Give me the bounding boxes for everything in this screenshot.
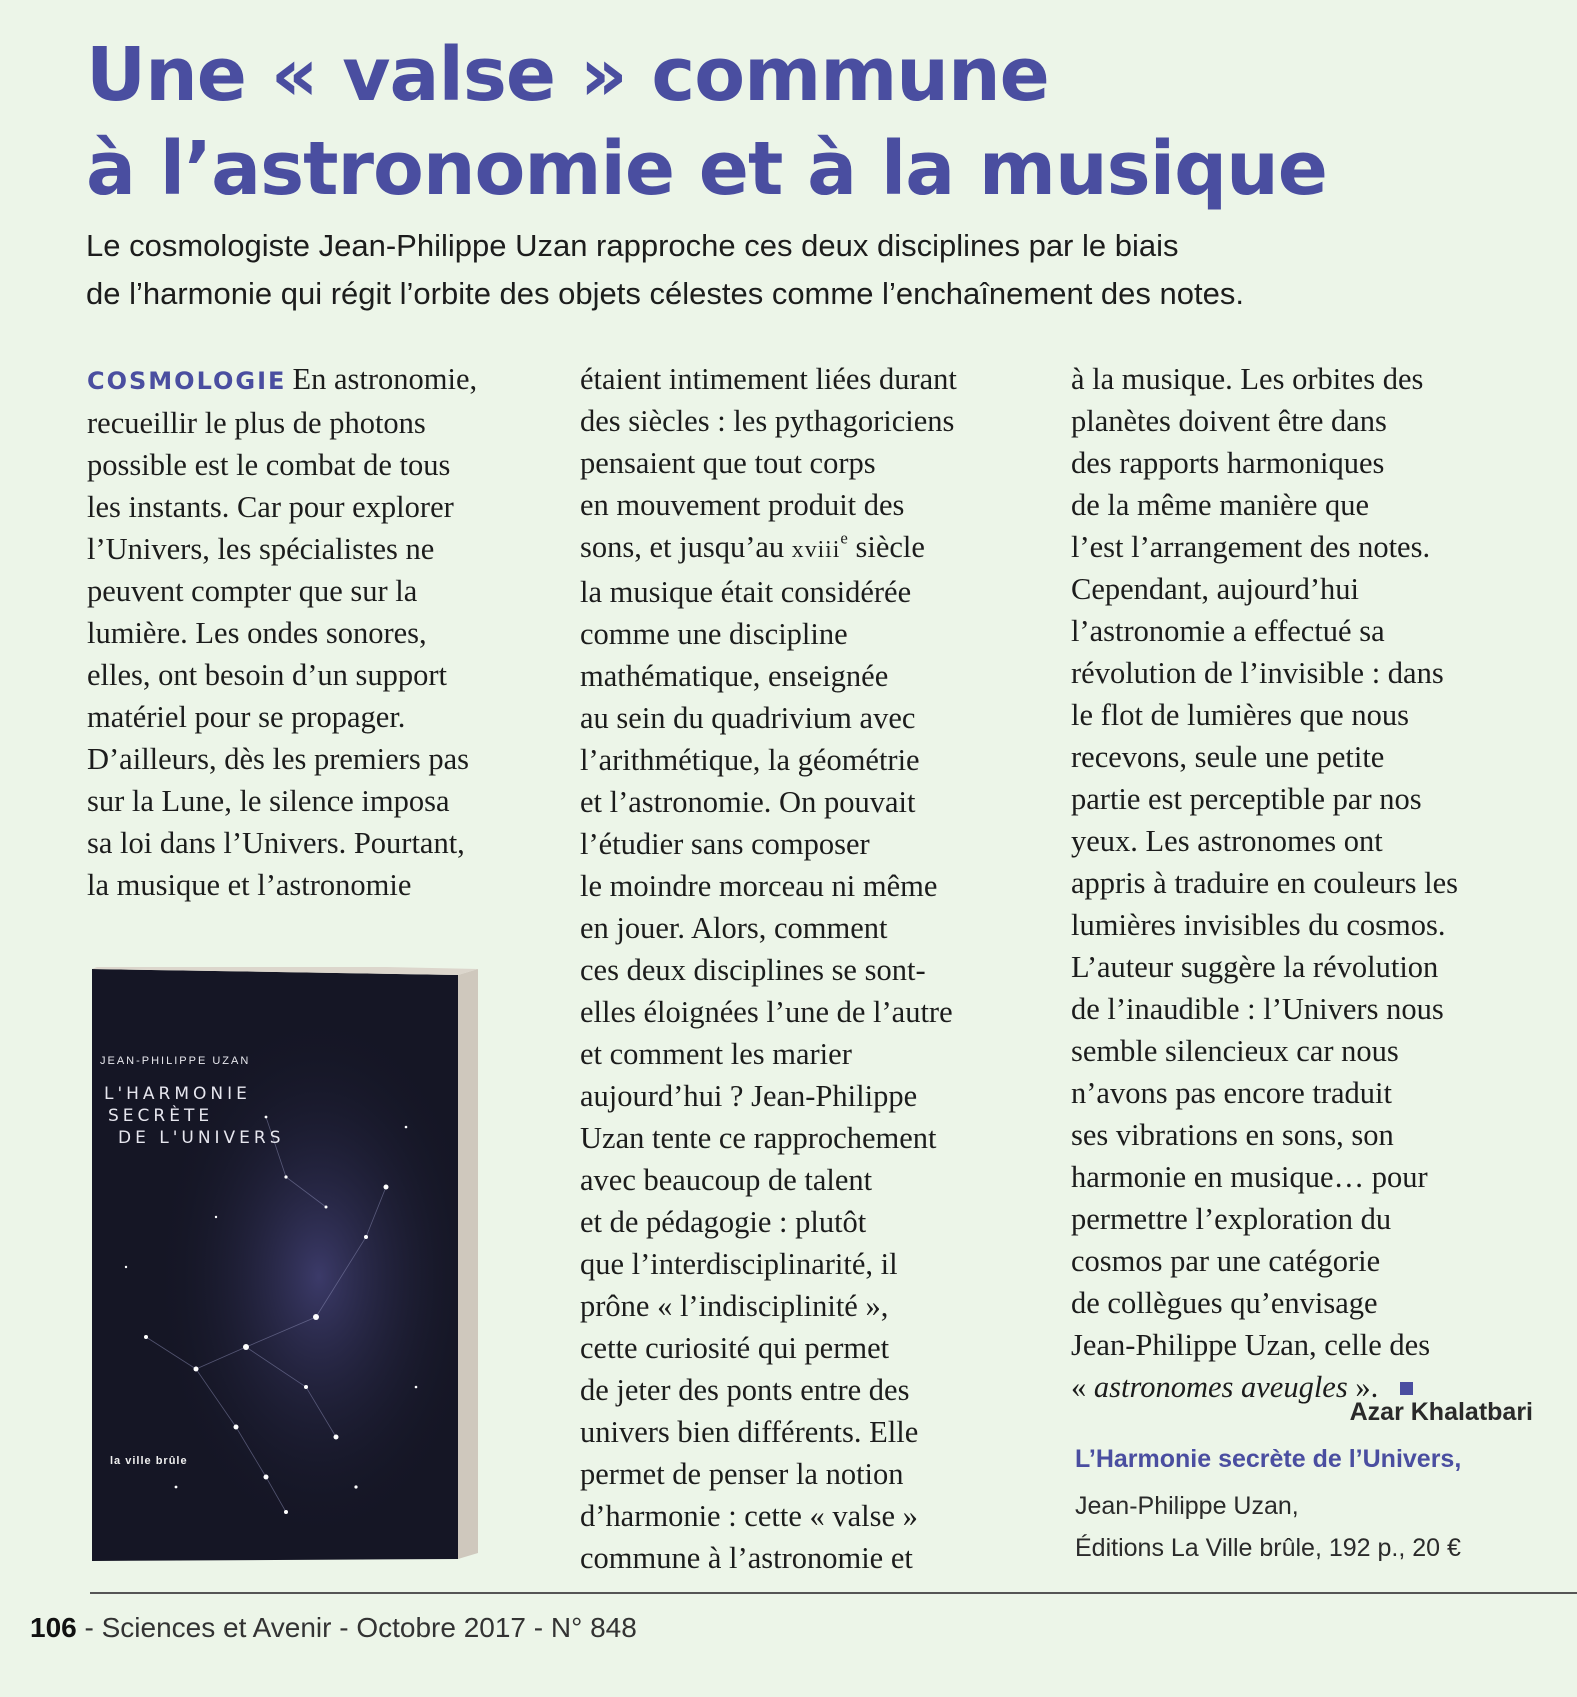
article-line: Uzan tente ce rapprochement — [580, 1121, 937, 1155]
century-numeral: xviii — [791, 537, 841, 563]
footer-text: - Sciences et Avenir - Octobre 2017 - N° 848 — [76, 1612, 637, 1643]
article-line: D’ailleurs, dès les premiers pas — [87, 742, 469, 776]
article-line: avec beaucoup de talent — [580, 1163, 873, 1197]
article-line: comme une discipline — [580, 617, 848, 651]
cover-author: JEAN-PHILIPPE UZAN — [100, 1055, 251, 1067]
article-line: l’astronomie a effectué sa — [1071, 614, 1385, 648]
article-line: les instants. Car pour explorer — [87, 490, 454, 524]
standfirst-line-2: de l’harmonie qui régit l’orbite des objets célestes comme l’enchaînement des notes. — [86, 276, 1244, 311]
article-line: permettre l’exploration du — [1071, 1202, 1392, 1236]
article-line: la musique était considérée — [580, 575, 912, 609]
section-kicker: COSMOLOGIE — [87, 367, 287, 395]
standfirst-line-1: Le cosmologiste Jean-Philippe Uzan rapproche ces deux disciplines par le biais — [86, 228, 1179, 263]
quoted-phrase: astronomes aveugles — [1093, 1370, 1348, 1404]
article-line: l’étudier sans composer — [580, 827, 870, 861]
article-line: yeux. Les astronomes ont — [1071, 824, 1383, 858]
article-line: sons, et jusqu’au xviii$^e$ siècle — [580, 528, 925, 564]
article-line: elles éloignées l’une de l’autre — [580, 995, 953, 1029]
article-line: d’harmonie : cette « valse » — [580, 1499, 918, 1533]
cover-title-line-2: SECRÈTE — [108, 1106, 214, 1126]
article-line: la musique et l’astronomie — [87, 868, 412, 902]
article-line: sa loi dans l’Univers. Pourtant, — [87, 826, 465, 860]
article-line: univers bien différents. Elle — [580, 1415, 919, 1449]
article-line: mathématique, enseignée — [580, 659, 889, 693]
article-line: appris à traduire en couleurs les — [1071, 866, 1459, 900]
page-footer — [30, 1612, 637, 1644]
article-line: sur la Lune, le silence imposa — [87, 784, 450, 818]
article-line: de la même manière que — [1071, 488, 1370, 522]
article-line: de l’inaudible : l’Univers nous — [1071, 992, 1444, 1026]
article-line: cosmos par une catégorie — [1071, 1244, 1381, 1278]
cover-title-line-1: L'HARMONIE — [104, 1084, 251, 1104]
article-line: étaient intimement liées durant — [580, 362, 957, 396]
article-column-2 — [580, 358, 957, 1579]
article-line: de collègues qu’envisage — [1071, 1286, 1378, 1320]
headline — [86, 28, 1327, 216]
article-column-3 — [1071, 358, 1458, 1408]
headline-line-1: Une « valse » commune — [86, 32, 1049, 118]
book-page-edge — [458, 969, 478, 1559]
cover-publisher-logo: la ville brûle — [110, 1455, 188, 1467]
article-line: et comment les marier — [580, 1037, 852, 1071]
book-author: Jean-Philippe Uzan, — [1075, 1492, 1299, 1520]
article-line: permet de penser la notion — [580, 1457, 904, 1491]
article-line: lumière. Les ondes sonores, — [87, 616, 427, 650]
article-line: harmonie en musique… pour — [1071, 1160, 1428, 1194]
article-line: le flot de lumières que nous — [1071, 698, 1409, 732]
article-line: partie est perceptible par nos — [1071, 782, 1422, 816]
article-line: de jeter des ponts entre des — [580, 1373, 910, 1407]
article-line: et de pédagogie : plutôt — [580, 1205, 867, 1239]
book-cover-image — [86, 967, 478, 1567]
article-line: que l’interdisciplinarité, il — [580, 1247, 898, 1281]
article-line: en mouvement produit des — [580, 488, 905, 522]
article-line: le moindre morceau ni même — [580, 869, 938, 903]
article-line: L’auteur suggère la révolution — [1071, 950, 1439, 984]
article-line: l’Univers, les spécialistes ne — [87, 532, 435, 566]
article-line: COSMOLOGIE En astronomie, — [87, 362, 478, 396]
article-line: pensaient que tout corps — [580, 446, 876, 480]
article-line: matériel pour se propager. — [87, 700, 406, 734]
article-line: cette curiosité qui permet — [580, 1331, 890, 1365]
article-line: aujourd’hui ? Jean-Philippe — [580, 1079, 918, 1113]
article-line: en jouer. Alors, comment — [580, 911, 888, 945]
article-line: planètes doivent être dans — [1071, 404, 1387, 438]
article-line: l’arithmétique, la géométrie — [580, 743, 920, 777]
article-author: Azar Khalatbari — [1349, 1398, 1533, 1426]
article-line: commune à l’astronomie et — [580, 1541, 913, 1575]
article-line: ces deux disciplines se sont- — [580, 953, 926, 987]
article-line: prône « l’indisciplinité », — [580, 1289, 889, 1323]
article-line: recevons, seule une petite — [1071, 740, 1385, 774]
headline-line-2: à l’astronomie et à la musique — [86, 126, 1327, 212]
article-line: à la musique. Les orbites des — [1071, 362, 1424, 396]
book-title: L’Harmonie secrète de l’Univers, — [1075, 1445, 1462, 1473]
article-line: l’est l’arrangement des notes. — [1071, 530, 1431, 564]
article-line: révolution de l’invisible : dans — [1071, 656, 1444, 690]
standfirst — [86, 222, 1244, 318]
article-line: lumières invisibles du cosmos. — [1071, 908, 1446, 942]
article-line: Jean-Philippe Uzan, celle des — [1071, 1328, 1431, 1362]
article-line: Cependant, aujourd’hui — [1071, 572, 1359, 606]
century-suffix: e — [840, 528, 848, 548]
article-line: et l’astronomie. On pouvait — [580, 785, 916, 819]
article-line: semble silencieux car nous — [1071, 1034, 1399, 1068]
article-line: des rapports harmoniques — [1071, 446, 1385, 480]
article-line: « astronomes aveugles ». — [1071, 1366, 1458, 1408]
article-column-1 — [87, 358, 477, 906]
article-line: possible est le combat de tous — [87, 448, 451, 482]
cover-title-line-3: DE L'UNIVERS — [118, 1128, 285, 1148]
cover-title — [104, 1083, 285, 1149]
article-line: des siècles : les pythagoriciens — [580, 404, 955, 438]
article-line: n’avons pas encore traduit — [1071, 1076, 1392, 1110]
article-line: recueillir le plus de photons — [87, 406, 426, 440]
page-number: 106 — [30, 1612, 77, 1643]
article-line: peuvent compter que sur la — [87, 574, 418, 608]
article-line: au sein du quadrivium avec — [580, 701, 916, 735]
article-line: elles, ont besoin d’un support — [87, 658, 448, 692]
footer-divider — [90, 1592, 1577, 1594]
end-of-article-mark — [1400, 1382, 1413, 1395]
book-publisher-details: Éditions La Ville brûle, 192 p., 20 € — [1075, 1534, 1461, 1562]
article-line: ses vibrations en sons, son — [1071, 1118, 1394, 1152]
